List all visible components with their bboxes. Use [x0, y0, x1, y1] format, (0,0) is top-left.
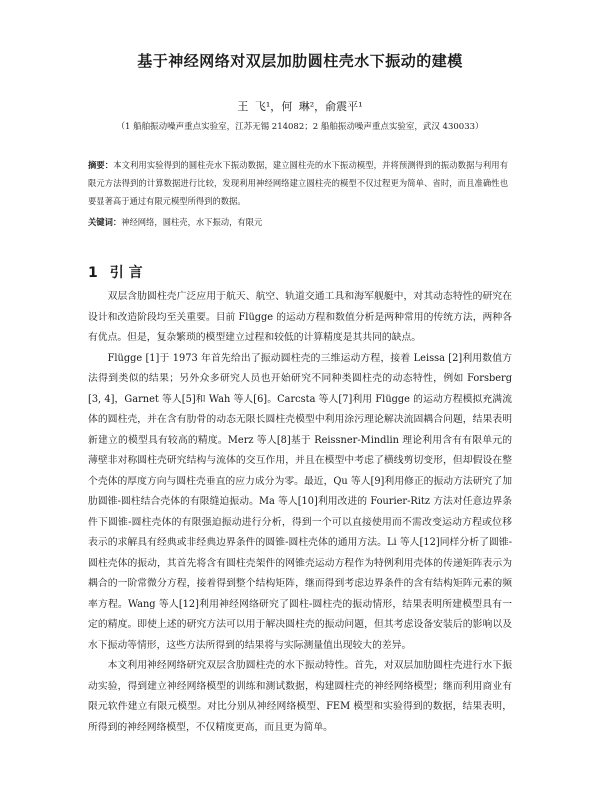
section-number: 1 [88, 265, 98, 281]
author-list: 王 飞¹，何 琳²，俞震平¹ [237, 100, 363, 113]
affiliation: （1 船舶振动噪声重点实验室，江苏无锡 214082；2 船舶振动噪声重点实验室，武汉 430033） [116, 122, 484, 132]
paragraph: 本文利用神经网络研究双层含肋圆柱壳的水下振动特性。首先，对双层加肋圆柱壳进行水下振动实验，得到建立神经网络模型的训练和测试数据，构建圆柱壳的神经网络模型；继而利用商业有限元软件建立有限元模型。对比分别从神经网络模型、FEM 模型和实验得到的数据，结果表明，所得到的神经网络模型，不仅精度更高，而且更为简单。 [88, 660, 512, 733]
keywords-text: 神经网络，圆柱壳，水下振动，有限元 [121, 217, 263, 227]
abstract-text: 本文利用实验得到的圆柱壳水下振动数据，建立圆柱壳的水下振动模型，并将预测得到的振动数据与利用有限元方法得到的计算数据进行比较，发现利用神经网络建立圆柱壳的模型不仅过程更为简单、省时，而且准确性也要显著高于通过有限元模型所得到的数据。 [88, 160, 508, 206]
keywords-label: 关键词： [88, 217, 122, 227]
abstract [88, 156, 508, 210]
body-text [88, 287, 512, 738]
paper-title: 基于神经网络对双层加肋圆柱壳水下振动的建模 [137, 52, 463, 70]
abstract-label: 摘要： [88, 160, 114, 170]
section-heading [88, 262, 143, 282]
paragraph: Flügge [1]于 1973 年首先给出了振动圆柱壳的三维运动方程，接着 Leissa [2]利用数值方法得到类似的结果；另外众多研究人员也开始研究不同种类圆柱壳的动态特性，例如 Forsberg [3, 4]，Garnet 等人[5]和 Wah 等人[6]。Carcsta 等人[7]利用 Flügge 的运动方程模拟充满流体的圆柱壳，并在含有肋骨的动态无限长圆柱壳模型中利用涂污理论解决流固耦合问题，结果表明新建立的模型具有较高的精度。Merz 等人[8]基于 Reissner-Mindlin 理论利用含有有限单元的薄壁非对称圆柱壳研究结构与流体的交互作用，并且在模型中考虑了横线剪切变形，但却假设在整个壳体的厚度方向与圆柱壳垂直的应力成分为零。最近，Qu 等人[9]利用修正的振动方法研究了加肋圆锥-圆柱结合壳体的有限缝迫振动。Ma 等人[10]利用改进的 Fourier-Ritz 方法对任意边界条件下圆锥-圆柱壳体的有限强迫振动进行分析，得到一个可以直接使用而不需改变运动方程或位移表示的求解具有经典或非经典边界条件的圆锥-圆柱壳体的通用方法。Li 等人[12]同样分析了圆锥-圆柱壳体的振动，其首先将含有圆柱壳架件的网锥壳运动方程作为特例利用壳体的传递矩阵表示为耦合的一阶常微分方程，接着得到整个结构矩阵，继而得到考虑边界条件的含有结构矩阵元素的频率方程。Wang 等人[12]利用神经网络研究了圆柱-圆柱壳的振动情形，结果表明所建模型具有一定的精度。即使上述的研究方法可以用于解决圆柱壳的振动问题，但其考虑设备安装后的影响以及水下振动等情形，这些方法所得到的结果将与实际测量值出现较大的差异。 [88, 352, 512, 651]
section-title: 引 言 [109, 265, 143, 281]
keywords [88, 216, 508, 228]
paragraph: 双层含肋圆柱壳广泛应用于航天、航空、轨道交通工具和海军舰艇中，对其动态特性的研究在设计和改造阶段均至关重要。目前 Flügge 的运动方程和数值分析是两种常用的传统方法，两种各有优点。但是，复杂繁琐的模型建立过程和较低的计算精度是其共同的缺点。 [88, 291, 512, 343]
